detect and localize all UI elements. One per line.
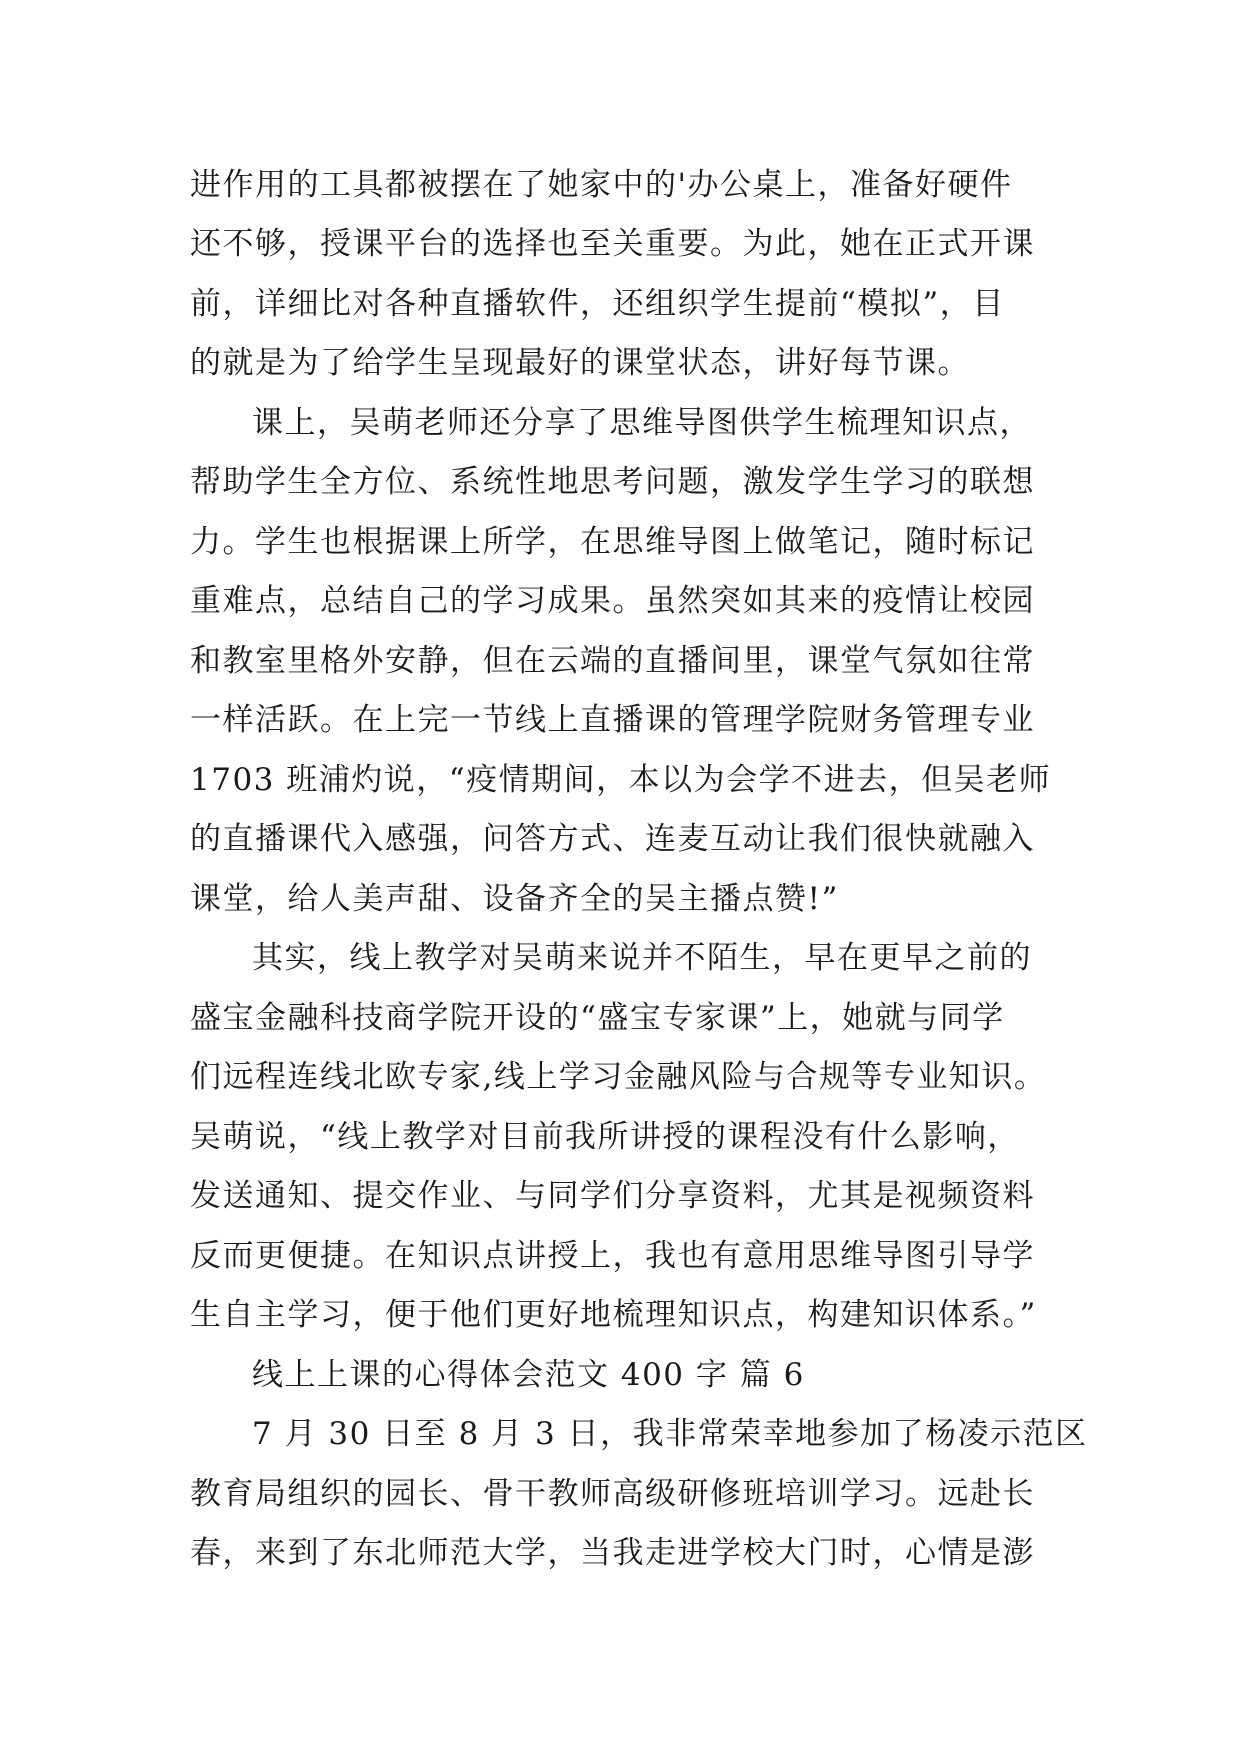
- paragraph-line: 1703 班浦灼说，“疫情期间，本以为会学不进去，但吴老师: [190, 762, 1052, 798]
- paragraph-line: 的直播课代入感强，问答方式、连麦互动让我们很快就融入: [190, 821, 1035, 857]
- paragraph-line: 其实，线上教学对吴萌来说并不陌生，早在更早之前的: [252, 940, 1032, 976]
- paragraph-line: 还不够，授课平台的选择也至关重要。为此，她在正式开课: [190, 226, 1035, 262]
- paragraph-line: 春，来到了东北师范大学，当我走进学校大门时，心情是澎: [190, 1535, 1035, 1571]
- paragraph-line: 们远程连线北欧专家,线上学习金融风险与合规等专业知识。: [190, 1059, 1047, 1095]
- paragraph-line: 课上，吴萌老师还分享了思维导图供学生梳理知识点，: [252, 405, 1032, 441]
- paragraph-line: 力。学生也根据课上所学，在思维导图上做笔记，随时标记: [190, 524, 1035, 560]
- paragraph-line: 前，详细比对各种直播软件，还组织学生提前“模拟”，目: [190, 286, 1005, 322]
- paragraph-line: 帮助学生全方位、系统性地思考问题，激发学生学习的联想: [190, 464, 1035, 500]
- paragraph-line: 一样活跃。在上完一节线上直播课的管理学院财务管理专业: [190, 702, 1035, 738]
- paragraph-line: 盛宝金融科技商学院开设的“盛宝专家课”上，她就与同学: [190, 1000, 1005, 1036]
- paragraph-line: 反而更便捷。在知识点讲授上，我也有意用思维导图引导学: [190, 1238, 1035, 1274]
- paragraph-line: 吴萌说，“线上教学对目前我所讲授的课程没有什么影响，: [190, 1119, 1020, 1155]
- paragraph-line: 重难点，总结自己的学习成果。虽然突如其来的疫情让校园: [190, 583, 1035, 619]
- paragraph-line: 和教室里格外安静，但在云端的直播间里，课堂气氛如往常: [190, 643, 1035, 679]
- paragraph-line: 的就是为了给学生呈现最好的课堂状态，讲好每节课。: [190, 345, 970, 381]
- paragraph-line: 发送通知、提交作业、与同学们分享资料，尤其是视频资料: [190, 1178, 1035, 1214]
- paragraph-line: 生自主学习，便于他们更好地梳理知识点，构建知识体系。”: [190, 1297, 1037, 1333]
- paragraph-line: 7 月 30 日至 8 月 3 日，我非常荣幸地参加了杨凌示范区: [252, 1416, 1088, 1452]
- section-heading: 线上上课的心得体会范文 400 字 篇 6: [252, 1357, 805, 1393]
- paragraph-line: 课堂，给人美声甜、设备齐全的吴主播点赞!”: [190, 881, 839, 917]
- paragraph-line: 进作用的工具都被摆在了她家中的'办公桌上，准备好硬件: [190, 167, 1013, 203]
- paragraph-line: 教育局组织的园长、骨干教师高级研修班培训学习。远赴长: [190, 1476, 1035, 1512]
